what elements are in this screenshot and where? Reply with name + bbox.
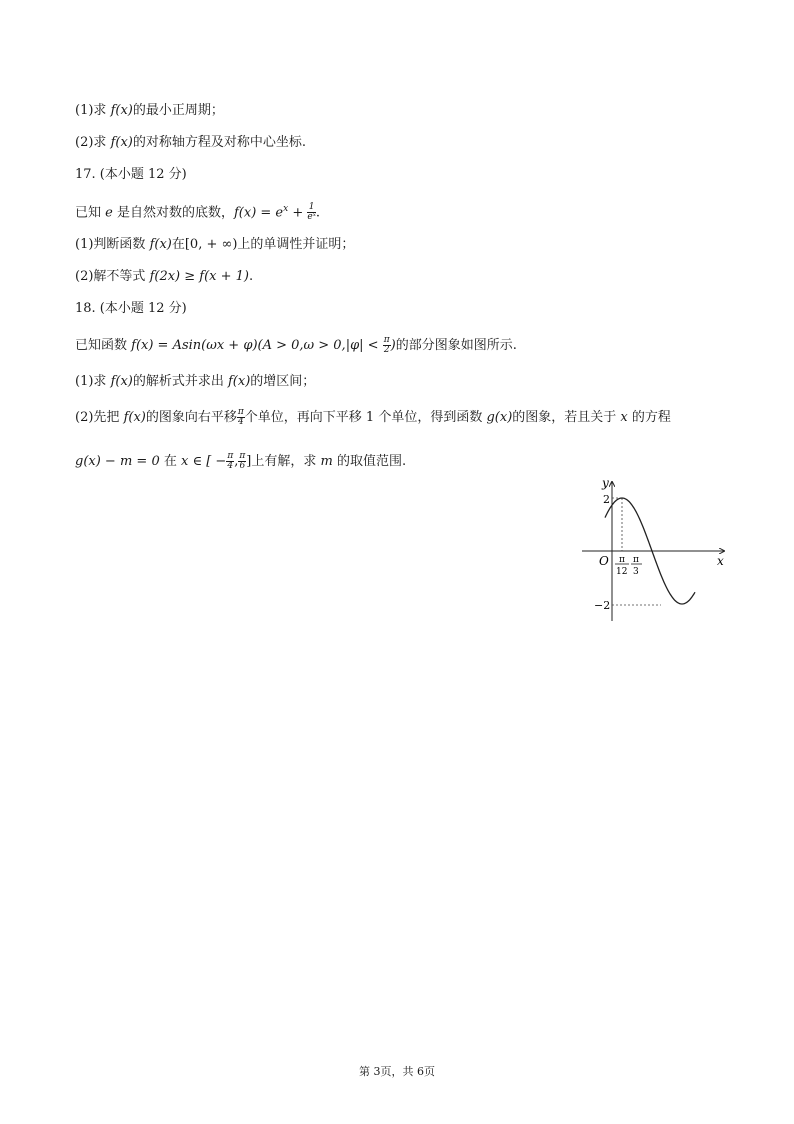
q17-header: 17. (本小题 12 分): [75, 167, 187, 182]
math: g(x): [486, 410, 513, 425]
math: f(x): [123, 410, 146, 425]
text: 在: [159, 454, 181, 469]
denominator: 4: [227, 461, 234, 471]
numerator: π: [239, 451, 246, 461]
text: 的最小正周期；: [132, 103, 224, 118]
text: (2)先把: [75, 410, 124, 425]
text: 的部分图象如图所示.: [395, 338, 517, 353]
tick2-numerator: π: [633, 555, 639, 565]
math: f(x): [110, 374, 133, 389]
q17-part2: [75, 268, 253, 286]
text: 个单位，再向下平移 1 个单位，得到函数: [244, 410, 487, 425]
math: m: [320, 454, 333, 469]
math: f(x): [149, 237, 172, 252]
text: 已知函数: [75, 338, 132, 353]
text: 的图象向右平移: [145, 410, 237, 425]
math: x: [620, 410, 628, 425]
text: (2)求: [75, 135, 111, 150]
text: 的解析式并求出: [132, 374, 228, 389]
math: f(x): [110, 135, 133, 150]
text: 是自然对数的底数，: [112, 205, 234, 221]
math: f(x) = e: [233, 205, 284, 221]
text: 的图象，若且关于: [512, 410, 621, 425]
text: 的对称轴方程及对称中心坐标.: [132, 135, 306, 150]
text: 的方程: [627, 410, 671, 425]
y-min-label: −2: [594, 599, 611, 612]
math: g(x) − m = 0: [75, 454, 160, 469]
math: e: [105, 205, 113, 221]
q16-part1: [75, 102, 224, 120]
q18-part2: [75, 408, 671, 427]
text: (1)求: [75, 374, 111, 389]
text: 的增区间；: [250, 374, 316, 389]
y-max-label: 2: [603, 493, 610, 506]
x-axis-label: x: [717, 554, 724, 568]
text: (2)解不等式: [75, 269, 150, 284]
q16-part2: [75, 134, 306, 152]
denominator: eˣ: [307, 212, 316, 223]
numerator: π: [227, 451, 234, 461]
tick2-denominator: 3: [633, 567, 639, 577]
denominator: 4: [237, 417, 244, 427]
text: 的取值范围.: [332, 454, 407, 469]
text: .: [315, 205, 321, 221]
text: ,: [234, 454, 239, 469]
math: f(x): [228, 374, 251, 389]
math: f(2x) ≥ f(x + 1): [149, 269, 249, 284]
q17-part1: [75, 236, 354, 254]
sine-graph-figure: [578, 476, 738, 626]
fraction: [237, 408, 245, 427]
numerator: π: [237, 407, 244, 417]
text: ]上有解，求: [246, 454, 321, 469]
fraction: [383, 336, 391, 355]
math: ): [390, 338, 396, 353]
q18-given: [75, 336, 517, 355]
text: (1)求: [75, 103, 111, 118]
page-footer: 第 3页，共 6页: [359, 1065, 435, 1078]
q18-header: 18. (本小题 12 分): [75, 301, 187, 316]
q18-part1: [75, 373, 315, 391]
y-axis-label: y: [602, 476, 609, 490]
math: x ∈ [ −: [180, 454, 227, 469]
fraction: [307, 203, 316, 222]
q18-part2-cont: [75, 452, 406, 471]
text: 在[0, + ∞)上的单调性并证明；: [171, 237, 355, 252]
math: f(x) = Asin(ωx + φ)(A > 0,ω > 0,|φ| <: [131, 338, 383, 353]
text: (1)判断函数: [75, 237, 150, 252]
denominator: 6: [239, 461, 246, 471]
origin-label: O: [599, 554, 609, 568]
denominator: 2: [383, 345, 390, 355]
text: +: [288, 205, 308, 221]
exponent: x: [283, 204, 289, 214]
tick1-numerator: π: [619, 555, 625, 565]
text: 已知: [75, 205, 106, 221]
math: f(x): [110, 103, 133, 118]
text: .: [249, 269, 254, 284]
tick1-denominator: 12: [616, 567, 628, 577]
q17-given: [75, 200, 320, 222]
numerator: π: [383, 335, 390, 345]
numerator: 1: [308, 202, 315, 213]
